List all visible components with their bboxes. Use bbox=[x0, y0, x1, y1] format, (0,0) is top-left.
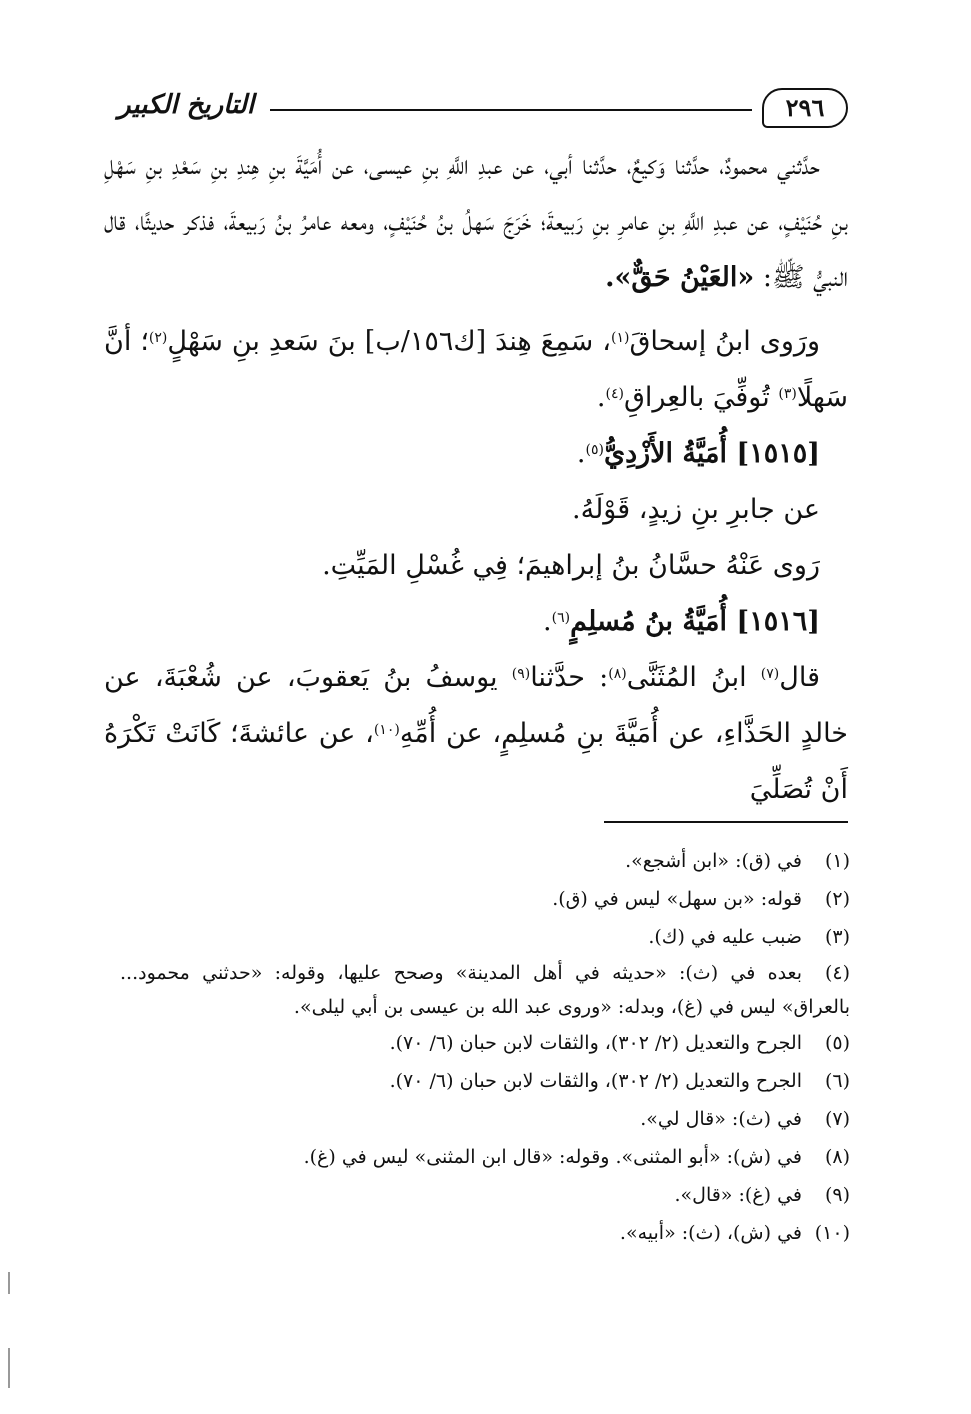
footnote-separator bbox=[604, 821, 848, 823]
entry-heading bbox=[104, 426, 848, 482]
footnote-text: في (ث): «قال لي». bbox=[640, 1108, 802, 1130]
footnote-ref[interactable]: (٩) bbox=[511, 666, 531, 682]
footnote-number: (٩) bbox=[824, 1184, 850, 1206]
entry-paragraph bbox=[104, 650, 848, 818]
footnote-text: قوله: «بن سهل» ليس في (ق). bbox=[552, 888, 802, 910]
narration-paragraph bbox=[104, 314, 848, 426]
hadith-text: حدَّثني محمودٌ، حدَّثنا وَكيعٌ، حدَّثنا أبي، عن عبدِ اللَّهِ بنِ عيسى، عن أُمَيَّةَ بنِ هِندِ بنِ سَعْدِ بنِ سَهْلِ بنِ حُنَيْفٍ، عن عبدِ اللَّهِ بنِ عامرِ بنِ رَبيعةَ؛ خَرَجَ سَهلُ بنُ حُنَيْفٍ، ومعه عامرُ بنُ رَبيعةَ، فذكر حديثًا، قال النبيُّ ﷺ: bbox=[104, 150, 848, 293]
footnote-ref[interactable]: (٨) bbox=[608, 666, 627, 682]
entry-title-end: . bbox=[543, 606, 552, 637]
entry-text: ابنُ المُثَنَّى bbox=[626, 662, 761, 693]
scan-mark bbox=[8, 1272, 10, 1294]
footnote-text: الجرح والتعديل (٢/ ٣٠٢)، والثقات لابن حبان (٦/ ٧٠). bbox=[389, 1070, 802, 1092]
footnote-ref[interactable]: (٢) bbox=[148, 330, 168, 346]
header-rule bbox=[270, 109, 752, 111]
scan-mark bbox=[8, 1348, 10, 1388]
footnotes bbox=[120, 842, 850, 1252]
footnote-number: (٨) bbox=[824, 1146, 850, 1168]
footnote-ref[interactable]: (١) bbox=[611, 330, 630, 346]
entry-title-end: . bbox=[576, 438, 586, 469]
footnote bbox=[120, 1138, 850, 1176]
narration-text: ورَوى ابنُ إسحاقَ bbox=[629, 326, 820, 357]
footnote-number: (٤) bbox=[824, 962, 850, 984]
footnote-number: (٧) bbox=[824, 1108, 850, 1130]
footnote bbox=[120, 956, 850, 1024]
hadith-quote: «العَيْنُ حَقٌّ». bbox=[605, 262, 755, 293]
footnote-text: بعده في (ث): «حديثه في أهل المدينة» وصحح عليها، وقوله: «حدثني محمود... بالعراق» ليس في (غ)، وبدله: «وروى عبد الله بن عيسى بن أبي ليلى». bbox=[120, 962, 850, 1018]
footnote-text: في (ق): «ابن أشجع». bbox=[625, 850, 802, 872]
footnote bbox=[120, 1100, 850, 1138]
main-text bbox=[104, 138, 848, 818]
footnote-ref[interactable]: (٧) bbox=[760, 666, 780, 682]
footnote-number: (٥) bbox=[824, 1032, 850, 1054]
footnote bbox=[120, 918, 850, 956]
footnote-ref[interactable]: (٤) bbox=[605, 386, 624, 402]
entry-text: يوسفُ بنُ يَعقوبَ، عن شُعْبَةَ، عن خالدٍ الحَذَّاءِ، عن أُمَيَّةَ بنِ مُسلِمٍ، عن أُمِّهِ bbox=[104, 662, 848, 749]
footnote-ref[interactable]: (٣) bbox=[778, 386, 797, 402]
footnote-number: (٣) bbox=[824, 926, 850, 948]
footnote-number: (١٠) bbox=[814, 1222, 850, 1244]
footnote bbox=[120, 1214, 850, 1252]
footnote bbox=[120, 880, 850, 918]
entry-title: [١٥١٦] أُمَيَّةُ بنُ مُسلِمٍ bbox=[570, 606, 820, 637]
footnote-number: (٦) bbox=[824, 1070, 850, 1092]
narration-text: . bbox=[596, 382, 606, 413]
narration-text: تُوفِّيَ بالعِراقِ bbox=[623, 382, 779, 413]
entry-line: عن جابرِ بنِ زيدٍ، قَوْلَهُ. bbox=[572, 494, 820, 525]
entry-text: قال bbox=[779, 662, 820, 693]
footnote bbox=[120, 1062, 850, 1100]
footnote-text: ضبب عليه في (ك). bbox=[648, 926, 802, 948]
footnote-number: (٢) bbox=[824, 888, 850, 910]
page-header bbox=[118, 88, 848, 132]
entry-heading bbox=[104, 594, 848, 650]
footnote-text: في (ش)، (ث): «أبيه». bbox=[619, 1222, 802, 1244]
entry-line: رَوى عَنْهُ حسَّانُ بنُ إبراهيمَ؛ فِي غُسْلِ المَيِّتِ. bbox=[322, 550, 820, 581]
footnote bbox=[120, 842, 850, 880]
footnote bbox=[120, 1176, 850, 1214]
footnote bbox=[120, 1024, 850, 1062]
entry-text: : حدَّثنا bbox=[530, 662, 609, 693]
entry-title: [١٥١٥] أُمَيَّةُ الأَزْدِيُّ bbox=[603, 438, 820, 469]
footnote-text: الجرح والتعديل (٢/ ٣٠٢)، والثقات لابن حبان (٦/ ٧٠). bbox=[389, 1032, 802, 1054]
footnote-ref[interactable]: (٥) bbox=[585, 442, 604, 458]
footnote-text: في (ش): «أبو المثنى». وقوله: «قال ابن المثنى» ليس في (غ). bbox=[303, 1146, 802, 1168]
footnote-ref[interactable]: (٦) bbox=[551, 610, 571, 626]
running-title: التاريخ الكبير bbox=[118, 90, 255, 120]
footnote-ref[interactable]: (١٠) bbox=[373, 722, 400, 738]
narration-text: ؛ أنَّ سَهلًا bbox=[104, 326, 848, 413]
narration-text: ، سَمِعَ هِندَ [ك١٥٦/ب] بنَ سَعدِ بنِ سَهْلٍ bbox=[167, 326, 611, 357]
footnote-number: (١) bbox=[824, 850, 850, 872]
hadith-paragraph bbox=[104, 138, 848, 306]
entry-text: ، عن عائشةَ؛ كَانَتْ تَكْرَهُ أَنْ تُصَلِّيَ bbox=[104, 718, 848, 805]
page-number: ٢٩٦ bbox=[762, 88, 848, 128]
footnote-text: في (غ): «قال». bbox=[674, 1184, 802, 1206]
